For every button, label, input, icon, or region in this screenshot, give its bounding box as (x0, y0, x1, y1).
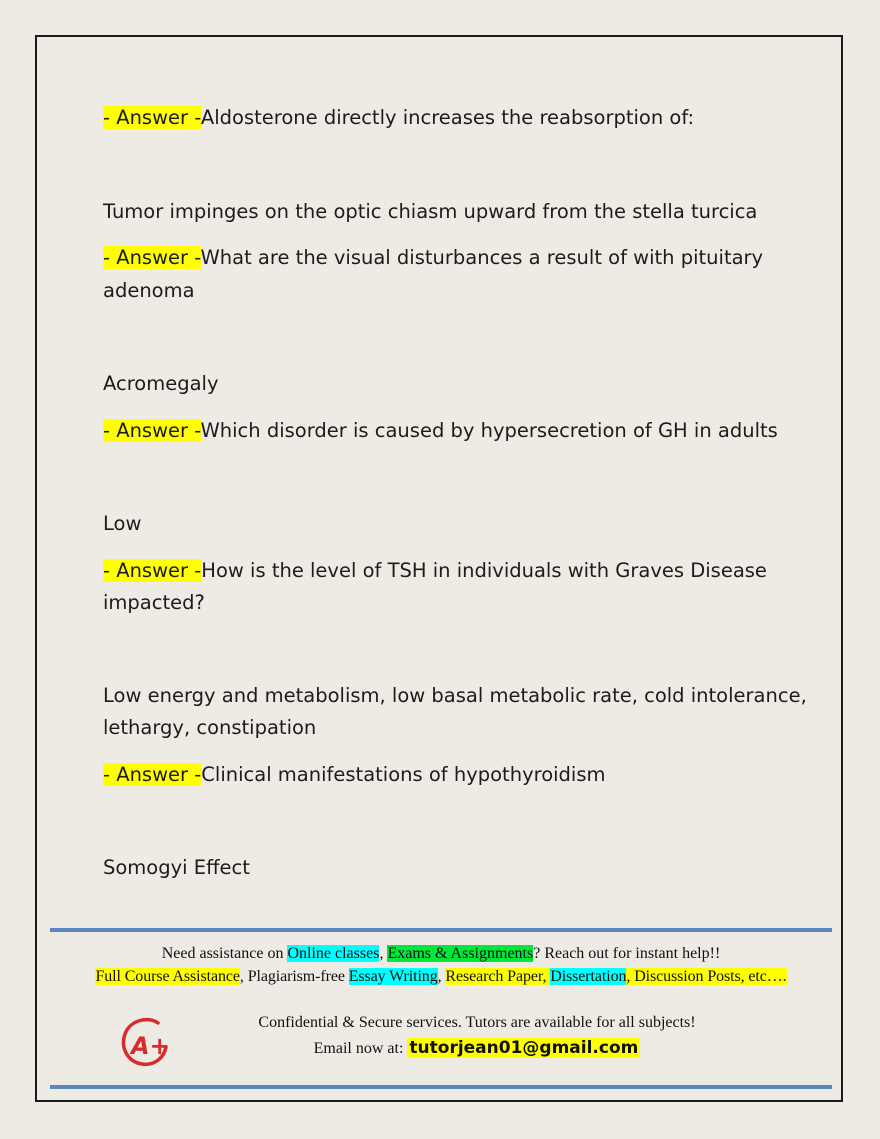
footer-line-4 (86, 1038, 868, 1058)
question-text: impacted? (103, 591, 205, 614)
footer-text: , (626, 968, 635, 985)
footer-text: , Plagiarism-free (239, 968, 349, 985)
qa-row (103, 102, 694, 134)
essay-highlight: Essay Writing (348, 968, 438, 985)
question-text: Aldosterone directly increases the reabsorption of: (200, 106, 695, 129)
answer-text: Somogyi Effect (103, 856, 250, 879)
question-text: Clinical manifestations of hypothyroidism (201, 763, 606, 786)
footer-divider-bottom (50, 1085, 832, 1089)
answer-label: - Answer - (103, 419, 201, 442)
answer-text: Low energy and metabolism, low basal metabolic rate, cold intolerance, (103, 684, 807, 707)
answer-label: - Answer - (103, 763, 202, 786)
question-text: Which disorder is caused by hypersecretion of GH in adults (200, 419, 778, 442)
answer-label: - Answer - (103, 106, 201, 129)
qa-row (103, 759, 606, 791)
dissertation-highlight: Dissertation (550, 968, 627, 985)
answer-text: Tumor impinges on the optic chiasm upward from the stella turcica (103, 200, 758, 223)
qa-row (103, 555, 767, 587)
footer-line-2 (50, 968, 832, 986)
research-highlight: Research Paper, (445, 968, 551, 985)
qa-row (103, 415, 778, 447)
footer-line-3: Confidential & Secure services. Tutors are available for all subjects! (258, 1014, 696, 1031)
exams-highlight: Exams & Assignments (387, 945, 534, 962)
footer-text: ? Reach out for instant help!! (533, 945, 721, 962)
answer-text: Low (103, 512, 142, 535)
online-classes-highlight: Online classes (287, 945, 380, 962)
answer-label: - Answer - (103, 246, 201, 269)
answer-label: - Answer - (103, 559, 202, 582)
qa-row (103, 242, 763, 274)
logo-text: A+ (131, 1032, 170, 1060)
answer-text: Acromegaly (103, 372, 219, 395)
footer-divider-top (50, 928, 832, 932)
question-text: How is the level of TSH in individuals with Graves Disease (201, 559, 767, 582)
footer-text: , (437, 968, 446, 985)
email-label: Email now at: (313, 1040, 408, 1057)
discussion-highlight: Discussion Posts, etc…. (634, 968, 787, 985)
footer-text: , (379, 945, 388, 962)
footer-line-1 (50, 945, 832, 963)
full-course-highlight: Full Course Assistance (95, 968, 240, 985)
email-link[interactable]: tutorjean01@gmail.com (409, 1038, 639, 1058)
footer-text: Need assistance on (161, 945, 288, 962)
question-text: adenoma (103, 279, 195, 302)
answer-text: lethargy, constipation (103, 716, 317, 739)
question-text: What are the visual disturbances a result of with pituitary (200, 246, 764, 269)
